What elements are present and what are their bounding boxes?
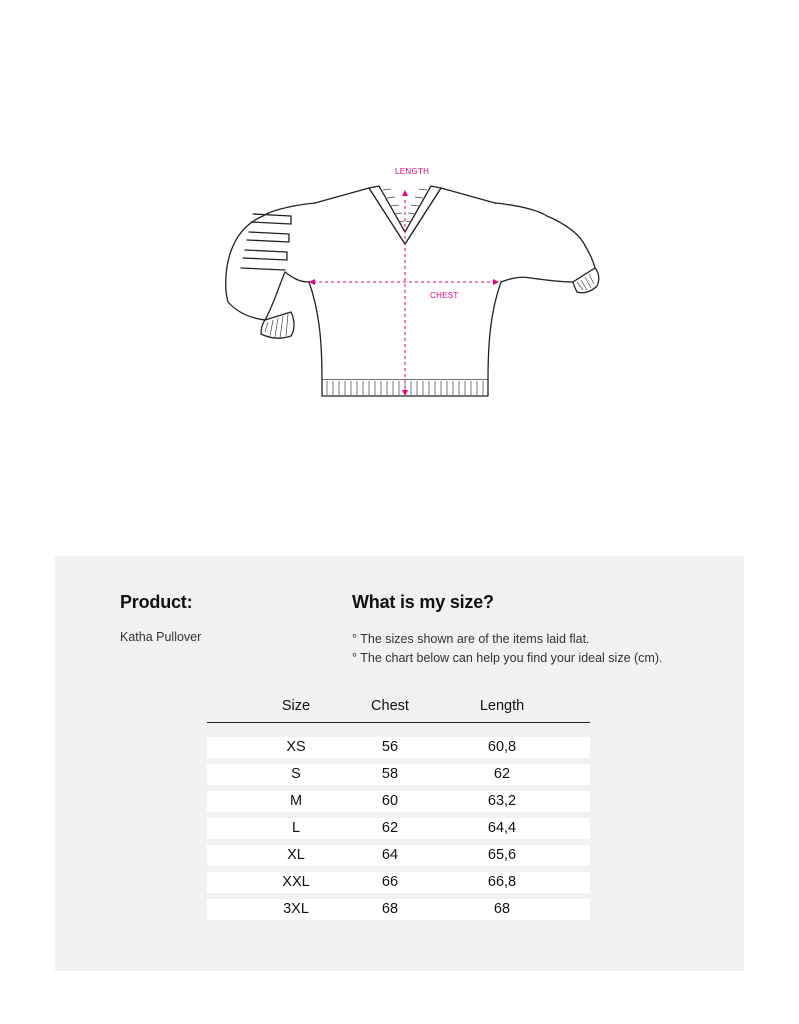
- sweater-outline-icon: [205, 160, 605, 420]
- cell-length: 60,8: [487, 739, 517, 755]
- cell-size: S: [291, 766, 301, 782]
- cell-chest: 68: [381, 901, 399, 917]
- table-row: [207, 737, 590, 758]
- table-header: [207, 696, 590, 723]
- table-row: [207, 764, 590, 785]
- cell-length: 65,6: [487, 847, 517, 863]
- cell-size: L: [291, 820, 301, 836]
- table-row: [207, 872, 590, 893]
- sweater-diagram: [205, 160, 605, 420]
- product-name: Katha Pullover: [120, 630, 202, 644]
- header-size: Size: [281, 698, 311, 714]
- cell-length: 66,8: [487, 874, 517, 890]
- cell-length: 68: [493, 901, 511, 917]
- cell-chest: 66: [381, 874, 399, 890]
- size-info-panel: [55, 556, 744, 971]
- cell-size: XS: [286, 739, 306, 755]
- cell-length: 62: [493, 766, 511, 782]
- cell-chest: 56: [381, 739, 399, 755]
- cell-size: 3XL: [283, 901, 309, 917]
- size-notes: [352, 630, 662, 668]
- header-chest: Chest: [371, 698, 409, 714]
- header-length: Length: [479, 698, 525, 714]
- chest-label: CHEST: [430, 291, 459, 300]
- cell-chest: 60: [381, 793, 399, 809]
- table-row: [207, 899, 590, 920]
- cell-chest: 62: [381, 820, 399, 836]
- length-label: LENGTH: [395, 167, 430, 176]
- cell-chest: 64: [381, 847, 399, 863]
- table-row: [207, 845, 590, 866]
- table-row: [207, 791, 590, 812]
- product-heading: Product:: [120, 592, 193, 612]
- size-table: [207, 696, 590, 926]
- cell-length: 63,2: [487, 793, 517, 809]
- cell-length: 64,4: [487, 820, 517, 836]
- cell-chest: 58: [381, 766, 399, 782]
- cell-size: XXL: [282, 874, 310, 890]
- size-heading: What is my size?: [352, 592, 494, 612]
- table-row: [207, 818, 590, 839]
- cell-size: M: [289, 793, 303, 809]
- size-note: ° The sizes shown are of the items laid flat.: [352, 632, 590, 646]
- size-note: ° The chart below can help you find your ideal size (cm).: [352, 651, 663, 665]
- cell-size: XL: [287, 847, 305, 863]
